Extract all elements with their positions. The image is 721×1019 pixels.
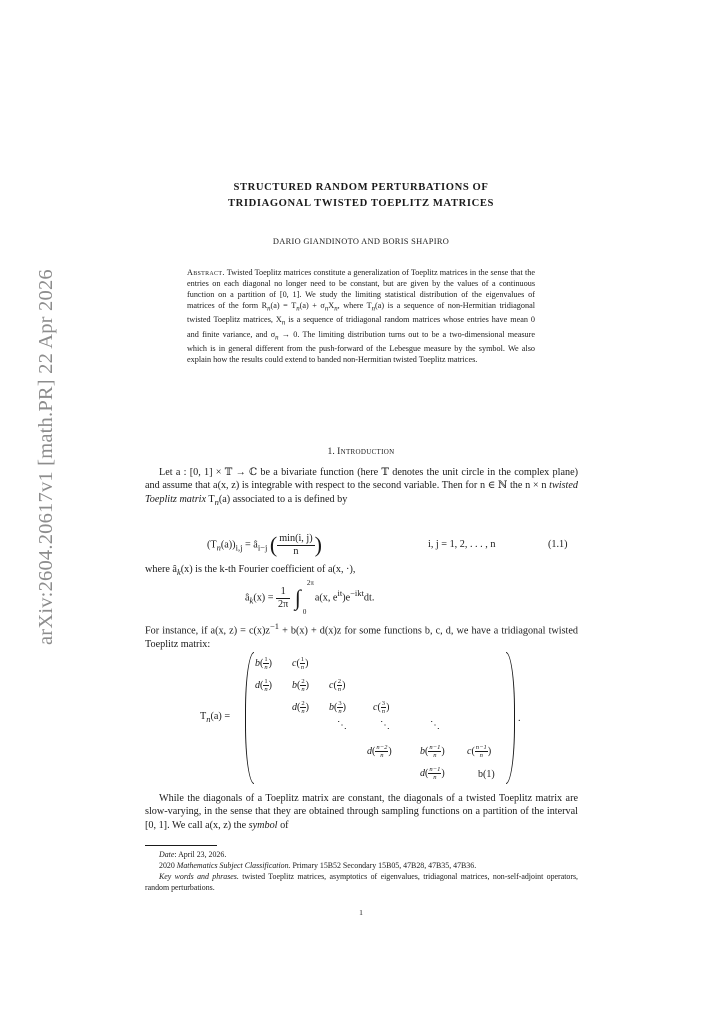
footnote-rule (145, 845, 217, 846)
equation-number: (1.1) (548, 539, 568, 550)
abstract: Abstract. Twisted Toeplitz matrices constitute a generalization of Toeplitz matrices in the sense that the entries on each diagonal no longer need to be constant, but are given by the values of a continuous function on a partition of [0, 1]. We study the limiting statistical distribution of the eigenvalues of matrices of the form $R_n(a) = T_n(a) + \sigma_nX_n$, where $T_n(a)$ is a sequence of non-Hermitian tridiagonal twisted Toeplitz matrices, $X_n$ is a sequence of tridiagonal random matrices whose entries have mean 0 and finite variance, and $\sigma_n \to 0$. The limiting distribution turns out to be a two-dimensional measure which is in general different from the push-forward of the Lebesgue measure by the symbol. We also explain how the results could extend to banded non-Hermitian twisted Toeplitz matrices. (187, 268, 536, 365)
matrix-ellipsis: ⋱ (380, 720, 390, 731)
paragraph-example: For instance, if a(x, $z) = c(x)z^{-1} + b(x) + d(x)z$ for some functions b, c, d, we have a tridiagonal twisted Toeplitz matrix: (145, 621, 578, 650)
matrix-cell: d( $\frac{1}{n}$ ) (255, 678, 272, 693)
footnote-keywords: Key words and phrases. twisted Toeplitz matrices, asymptotics of eigenvalues, tridiagonal matrices, non-self-adjoint operators, random perturbations. (145, 872, 579, 893)
matrix-cell: d( $\frac{2}{n}$ ) (292, 700, 309, 715)
arxiv-identifier-stamp: arXiv:2604.20617v1 [math.PR] 22 Apr 2026 (35, 269, 57, 645)
footnote-date: Date: April 23, 2026. (159, 850, 227, 859)
matrix-cell: c( $\frac{2}{n}$ ) (329, 678, 346, 693)
equation-1-1-range: i, j = 1, 2, . . . , n (428, 539, 496, 550)
matrix-period: . (518, 713, 521, 724)
section-heading-introduction: 1. Introduction (327, 446, 395, 457)
title-line-2: TRIDIAGONAL TWISTED TOEPLITZ MATRICES (227, 198, 495, 209)
page-number: 1 (359, 908, 363, 917)
paragraph-slow-varying: While the diagonals of a Toeplitz matrix are constant, the diagonals of a twisted Toeplitz matrix are slow-varying, in the sense that they are obtained through sampling functions on a partition of the interval [0, 1]. We call a(x, z) the symbol of (145, 793, 578, 831)
matrix-right-bracket (506, 652, 515, 784)
paper-title (145, 180, 577, 212)
matrix-cell: b( $\frac{n-1}{n}$ ) (420, 744, 445, 759)
paragraph-definition: Let a : [0, 1] × 𝕋 → ℂ be a bivariate function (here 𝕋 denotes the unit circle in the complex plane) and assume that a(x, z) is integrable with respect to the second variable. Then for n ∈ ℕ the n × n twisted Toeplitz matrix $T_n(a)$ associated to a is defined by (145, 467, 578, 507)
matrix-cell: b( $\frac{3}{n}$ ) (329, 700, 346, 715)
tridiagonal-matrix (245, 652, 515, 782)
equation-1-1: $(T_n(a))_{i,j}$ = $â_{i-j}$ ( $\frac{\min(i, j)}{n}$ ) (207, 532, 322, 557)
matrix-cell: d( $\frac{n-1}{n}$ ) (420, 766, 445, 781)
matrix-lhs: $T_n(a)$ = (200, 711, 231, 725)
matrix-ellipsis: ⋱ (337, 720, 347, 731)
matrix-cell: c( $\frac{n-1}{n}$ ) (467, 744, 492, 759)
equation-fourier: $â_k(x)$ = $\frac{1}{2\pi}$ ∫ 2π 0 a(x, $e^{it})e^{-ikt}dt$. (245, 579, 375, 616)
abstract-label: Abstract. (187, 268, 225, 277)
matrix-cell: c( $\frac{1}{n}$ ) (292, 656, 309, 671)
matrix-cell: d( $\frac{n-2}{n}$ ) (367, 744, 392, 759)
footnote-msc: 2020 Mathematics Subject Classification. Primary 15B52 Secondary 15B05, 47B28, 47B35, 47B36. (159, 861, 477, 871)
matrix-cell: c( $\frac{3}{n}$ ) (373, 700, 390, 715)
matrix-ellipsis: ⋱ (430, 720, 440, 731)
matrix-left-bracket (245, 652, 254, 784)
footnotes (145, 849, 578, 893)
title-line-1: STRUCTURED RANDOM PERTURBATIONS OF (233, 182, 489, 193)
matrix-cell: b(1) (478, 769, 495, 780)
matrix-cell: b( $\frac{2}{n}$ ) (292, 678, 309, 693)
authors: DARIO GIANDINOTO AND BORIS SHAPIRO (272, 237, 450, 246)
paragraph-fourier: where $â_k(x)$ is the k-th Fourier coefficient of a(x, ·), (145, 564, 356, 578)
matrix-cell: b( $\frac{1}{n}$ ) (255, 656, 272, 671)
